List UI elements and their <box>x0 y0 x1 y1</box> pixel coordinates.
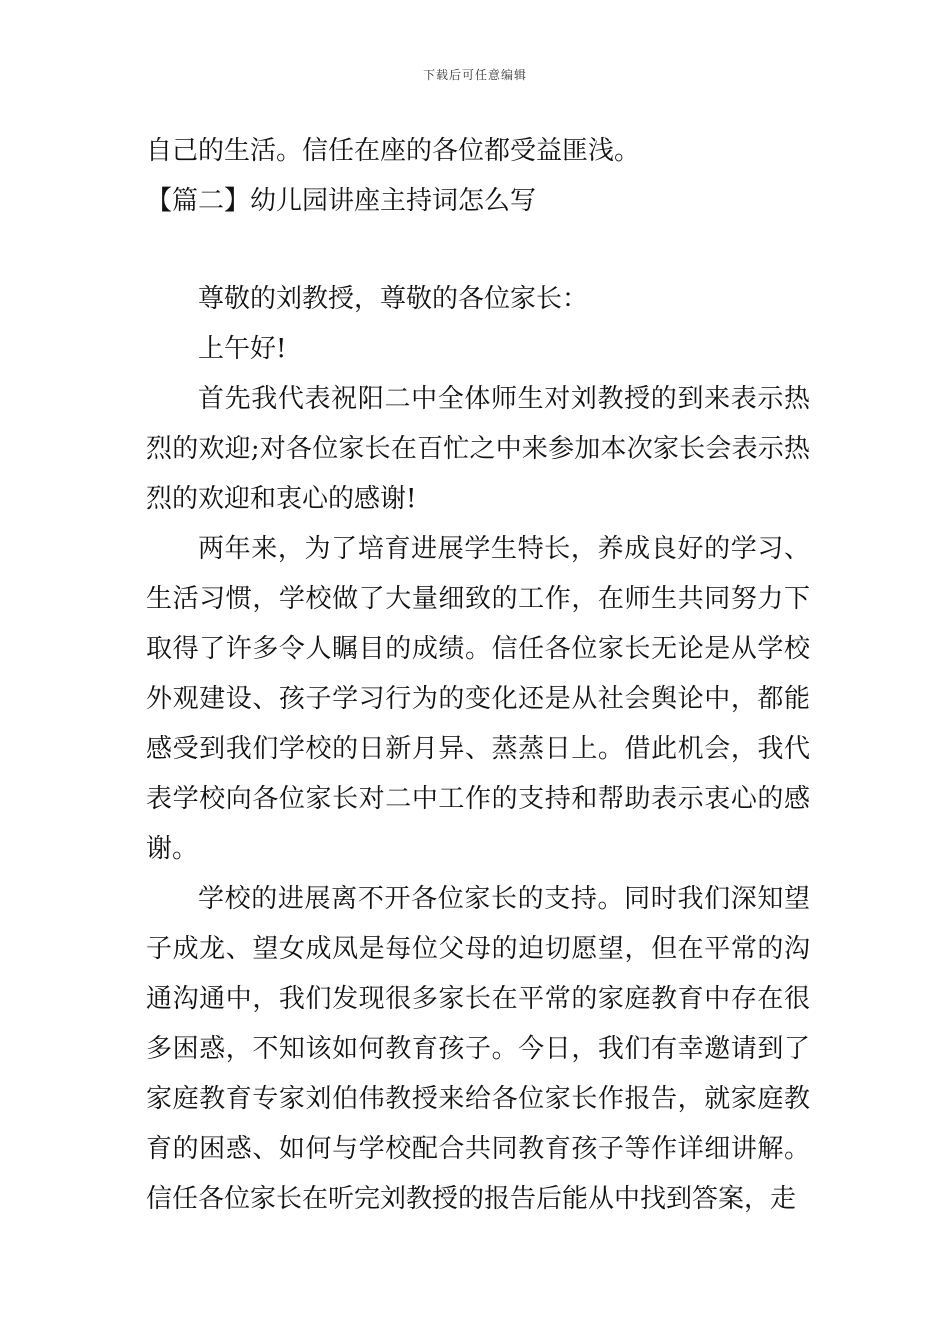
introduction-paragraph: 学校的进展离不开各位家长的支持。同时我们深知望子成龙、望女成凤是每位父母的迫切愿望，但在平常的沟通沟通中，我们发现很多家长在平常的家庭教育中存在很多困惑，不知该如何教育孩子。今日，我们有幸邀请到了家庭教育专家刘伯伟教授来给各位家长作报告，就家庭教育的困惑、如何与学校配合共同教育孩子等作详细讲解。信任各位家长在听完刘教授的报告后能从中找到答案，走 <box>146 884 810 1214</box>
welcome-paragraph: 首先我代表祝阳二中全体师生对刘教授的到来表示热烈的欢迎;对各位家长在百忙之中来参加本次家长会表示热烈的欢迎和衷心的感谢! <box>146 384 810 514</box>
document-body <box>146 126 810 1224</box>
page-header-note: 下载后可任意编辑 <box>422 68 527 82</box>
salutation-paragraph: 尊敬的刘教授，尊敬的各位家长： <box>198 284 589 314</box>
continuation-text: 自己的生活。信任在座的各位都受益匪浅。 <box>146 136 641 166</box>
section-heading: 【篇二】幼儿园讲座主持词怎么写 <box>146 186 537 216</box>
achievements-paragraph: 两年来，为了培育进展学生特长，养成良好的学习、生活习惯，学校做了大量细致的工作，在师生共同努力下取得了许多令人瞩目的成绩。信任各位家长无论是从学校外观建设、孩子学习行为的变化还是从社会舆论中，都能感受到我们学校的日新月异、蒸蒸日上。借此机会，我代表学校向各位家长对二中工作的支持和帮助表示衷心的感谢。 <box>146 534 810 864</box>
greeting-paragraph: 上午好! <box>198 334 287 364</box>
